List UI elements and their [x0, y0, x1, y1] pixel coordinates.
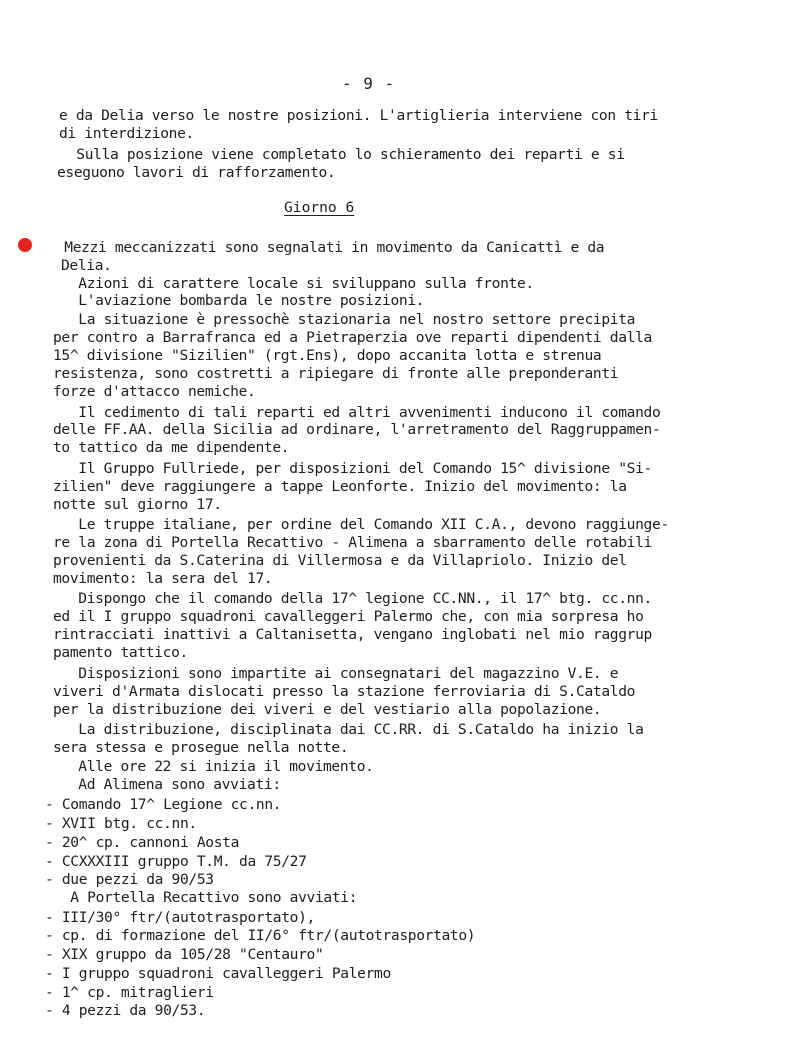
text-line: Ad Alimena sono avviati:	[53, 776, 281, 793]
text-line: delle FF.AA. della Sicilia ad ordinare, l'arretramento del Raggruppamen-	[53, 421, 661, 438]
text-line: Alle ore 22 si inizia il movimento.	[53, 758, 374, 775]
list-item: - CCXXXIII gruppo T.M. da 75/27	[45, 853, 307, 870]
text-line: Disposizioni sono impartite ai consegnatari del magazzino V.E. e	[53, 665, 619, 682]
list-item: - 20^ cp. cannoni Aosta	[45, 834, 240, 851]
text-line: re la zona di Portella Recattivo - Alimena a sbarramento delle rotabili	[53, 534, 652, 551]
text-line: viveri d'Armata dislocati presso la stazione ferroviaria di S.Cataldo	[53, 683, 636, 700]
text-line: movimento: la sera del 17.	[53, 570, 273, 587]
list-item: - 4 pezzi da 90/53.	[45, 1002, 206, 1019]
list-item: - due pezzi da 90/53	[45, 871, 214, 888]
text-line: Il Gruppo Fullriede, per disposizioni del Comando 15^ divisione "Si-	[53, 460, 652, 477]
text-line: forze d'attacco nemiche.	[53, 383, 256, 400]
text-line: Mezzi meccanizzati sono segnalati in movimento da Canicattì e da	[39, 239, 605, 256]
list-item: - 1^ cp. mitraglieri	[45, 984, 214, 1001]
text-line: Il cedimento di tali reparti ed altri avvenimenti inducono il comando	[53, 404, 661, 421]
text-line: pamento tattico.	[53, 644, 188, 661]
text-line: 15^ divisione "Sizilien" (rgt.Ens), dopo accanita lotta e strenua	[53, 347, 602, 364]
text-line: zilien" deve raggiungere a tappe Leonforte. Inizio del movimento: la	[53, 478, 627, 495]
text-line: to tattico da me dipendente.	[53, 439, 290, 456]
list-item: - III/30° ftr/(autotrasportato),	[45, 909, 315, 926]
text-line: Sulla posizione viene completato lo schieramento dei reparti e si	[51, 146, 625, 163]
page-number: - 9 -	[342, 74, 396, 93]
list-item: - I gruppo squadroni cavalleggeri Palermo	[45, 965, 391, 982]
text-line: provenienti da S.Caterina di Villermosa e da Villapriolo. Inizio del	[53, 552, 627, 569]
text-line: Azioni di carattere locale si sviluppano sulla fronte.	[53, 275, 534, 292]
text-line: ed il I gruppo squadroni cavalleggeri Palermo che, con mia sorpresa ho	[53, 608, 644, 625]
list-item: - cp. di formazione del II/6° ftr/(autotrasportato)	[45, 927, 476, 944]
text-line: rintracciati inattivi a Caltanisetta, vengano inglobati nel mio raggrup	[53, 626, 652, 643]
text-line: Delia.	[61, 257, 112, 274]
text-line: di interdizione.	[59, 125, 194, 142]
text-line: Dispongo che il comando della 17^ legione CC.NN., il 17^ btg. cc.nn.	[53, 590, 652, 607]
text-line: A Portella Recattivo sono avviati:	[45, 889, 358, 906]
list-item: - Comando 17^ Legione cc.nn.	[45, 796, 282, 813]
text-line: L'aviazione bombarda le nostre posizioni.	[53, 292, 425, 309]
text-line: eseguono lavori di rafforzamento.	[57, 164, 336, 181]
text-line: per contro a Barrafranca ed a Pietraperzia ove reparti dipendenti dalla	[53, 329, 652, 346]
text-line: e da Delia verso le nostre posizioni. L'artiglieria interviene con tiri	[59, 107, 658, 124]
section-heading: Giorno 6	[284, 199, 355, 216]
text-line: La situazione è pressochè stazionaria nel nostro settore precipita	[53, 311, 636, 328]
red-dot-marker-icon	[18, 238, 32, 252]
text-line: per la distribuzione dei viveri e del vestiario alla popolazione.	[53, 701, 602, 718]
list-item: - XIX gruppo da 105/28 "Centauro"	[45, 946, 324, 963]
list-item: - XVII btg. cc.nn.	[45, 815, 197, 832]
text-line: resistenza, sono costretti a ripiegare di fronte alle preponderanti	[53, 365, 619, 382]
text-line: Le truppe italiane, per ordine del Comando XII C.A., devono raggiunge-	[53, 516, 669, 533]
text-line: notte sul giorno 17.	[53, 496, 222, 513]
text-line: sera stessa e prosegue nella notte.	[53, 739, 349, 756]
text-line: La distribuzione, disciplinata dai CC.RR. di S.Cataldo ha inizio la	[53, 721, 644, 738]
